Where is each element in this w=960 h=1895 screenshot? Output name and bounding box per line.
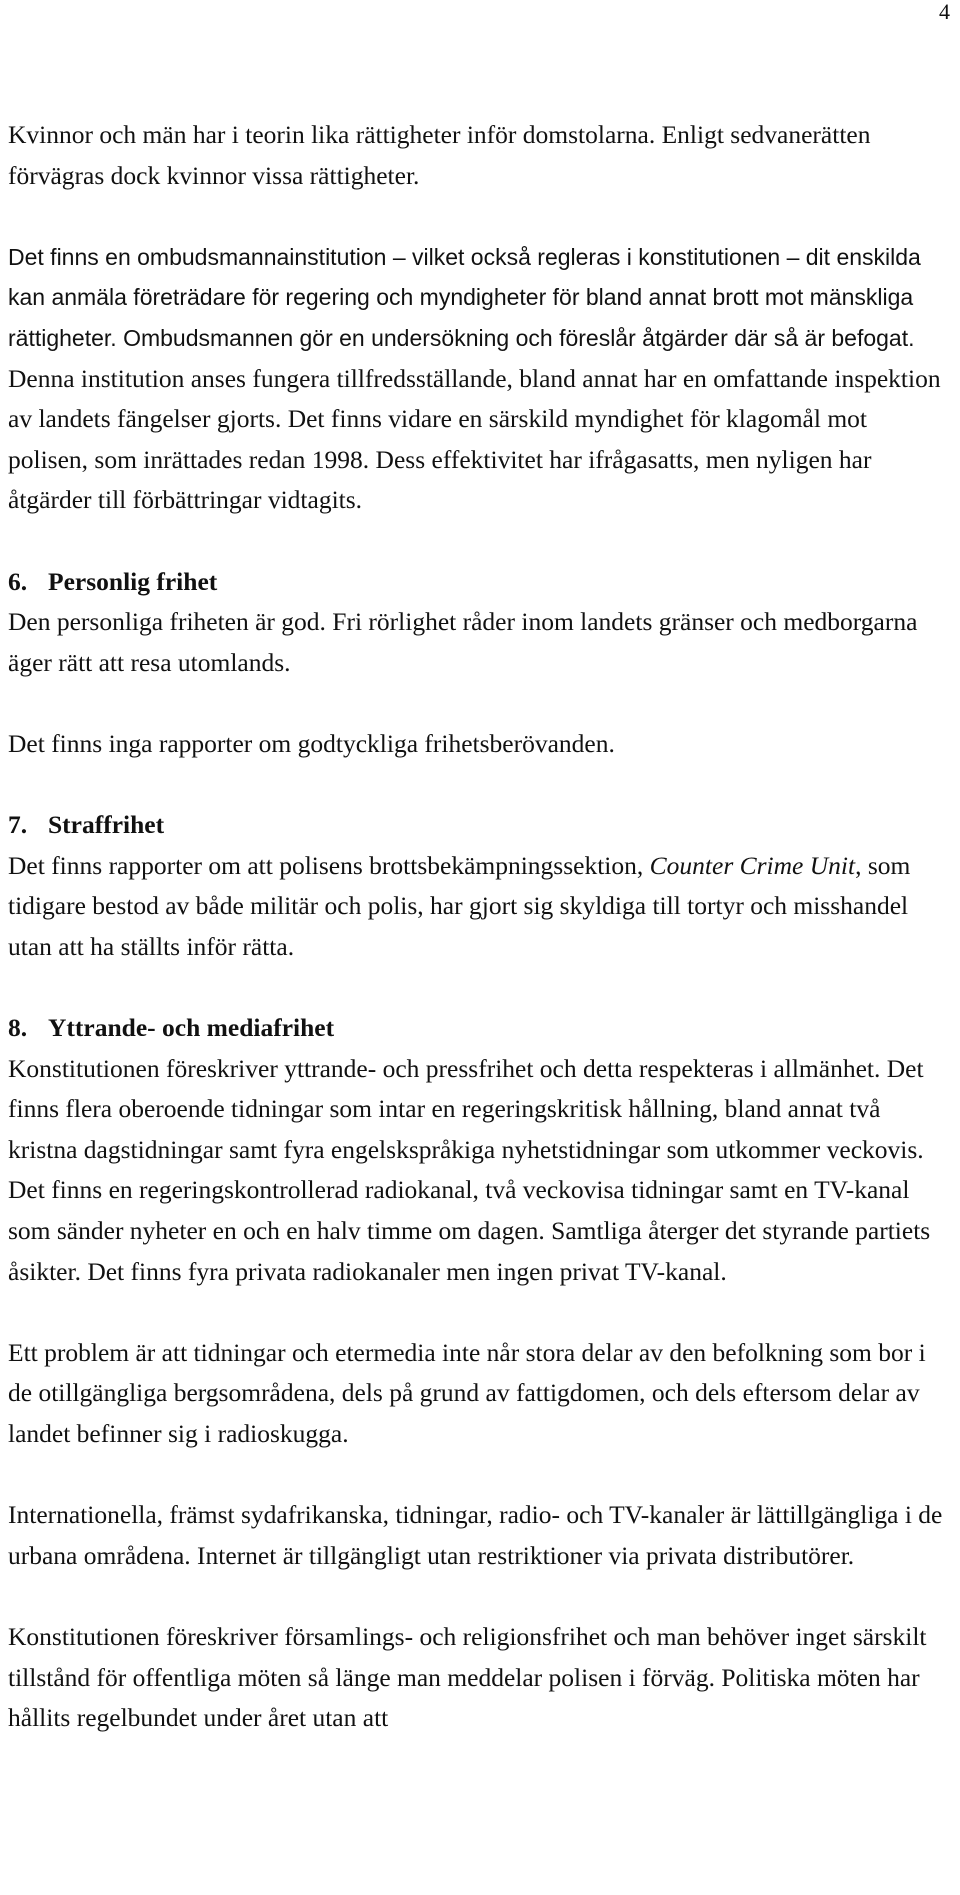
paragraph-gap bbox=[8, 1455, 953, 1496]
impunity-text-end: , som tidigare bestod av både militär och polis, har gjort sig skyldiga till tortyr och misshandel utan att ha ställts inför rätta. bbox=[8, 850, 911, 961]
paragraph-gap bbox=[8, 521, 953, 562]
paragraph-ombudsman bbox=[8, 237, 953, 521]
paragraph-press-freedom: Konstitutionen föreskriver yttrande- och pressfrihet och detta respekteras i allmänhet. Det finns flera oberoende tidningar som intar en regeringskritisk hållning, bland annat två kristna dagstidningar samt fyra engelskspråkiga nyhetstidningar som utkommer veckovis. Det finns en regeringskontrollerad radiokanal, två veckovisa tidningar samt en TV-kanal som sänder nyheter en och en halv timme om dagen. Samtliga återger det styrande partiets åsikter. Det finns fyra privata radiokanaler men ingen privat TV-kanal. bbox=[8, 1053, 931, 1286]
paragraph-personal-freedom: Den personliga friheten är god. Fri rörlighet råder inom landets gränser och medborgarna äger rätt att resa utomlands. bbox=[8, 607, 918, 677]
paragraph-women-rights: Kvinnor och män har i teorin lika rättigheter inför domstolarna. Enligt sedvanerätten förvägras dock kvinnor vissa rättigheter. bbox=[8, 120, 871, 190]
section-heading-7 bbox=[8, 805, 953, 846]
paragraph-detentions: Det finns inga rapporter om godtyckliga frihetsberövanden. bbox=[8, 728, 615, 758]
section-title: Personlig frihet bbox=[48, 566, 218, 596]
section-heading-6 bbox=[8, 562, 953, 603]
paragraph-gap bbox=[8, 683, 953, 724]
section-title: Yttrande- och mediafrihet bbox=[48, 1013, 335, 1043]
paragraph-gap bbox=[8, 765, 953, 806]
paragraph-gap bbox=[8, 1292, 953, 1333]
institution-text: Denna institution anses fungera tillfredsställande, bland annat har en omfattande inspektion av landets fängelser gjorts. Det finns vidare en särskild myndighet för klagomål mot polisen, som inrättades redan 1998. Dess effektivitet har ifrågasatts, men nyligen har åtgärder till förbättringar vidtagits. bbox=[8, 363, 941, 515]
section-title: Straffrihet bbox=[48, 810, 165, 840]
section-number: 7. bbox=[8, 810, 28, 840]
paragraph-impunity bbox=[8, 846, 953, 968]
ombudsman-text: Det finns en ombudsmannainstitution – vilket också regleras i konstitutionen – dit enskilda kan anmäla företrädare för regering och myndigheter för bland annat brott mot mänskliga rättigheter. Ombudsmannen gör en undersökning och föreslår åtgärder där så är befogat. bbox=[8, 243, 921, 351]
unit-name: Counter Crime Unit bbox=[649, 850, 856, 880]
impunity-text-start: Det finns rapporter om att polisens brottsbekämpningssektion, bbox=[8, 850, 650, 880]
paragraph-international-media: Internationella, främst sydafrikanska, tidningar, radio- och TV-kanaler är lättillgängliga i de urbana områdena. Internet är tillgängligt utan restriktioner via privata distributörer. bbox=[8, 1500, 943, 1570]
section-number: 8. bbox=[8, 1013, 28, 1043]
paragraph-gap bbox=[8, 1576, 953, 1617]
page-number: 4 bbox=[939, 0, 950, 24]
paragraph-gap bbox=[8, 967, 953, 1008]
document-body bbox=[8, 115, 953, 1739]
section-heading-8 bbox=[8, 1008, 953, 1049]
paragraph-gap bbox=[8, 196, 953, 237]
section-number: 6. bbox=[8, 566, 28, 596]
paragraph-assembly-freedom: Konstitutionen föreskriver församlings- och religionsfrihet och man behöver inget särskilt tillstånd för offentliga möten så länge man meddelar polisen i förväg. Politiska möten har hållits regelbundet under året utan att bbox=[8, 1621, 927, 1733]
paragraph-media-reach: Ett problem är att tidningar och etermedia inte når stora delar av den befolkning som bor i de otillgängliga bergsområdena, dels på grund av fattigdomen, och dels eftersom delar av landet befinner sig i radioskugga. bbox=[8, 1337, 926, 1448]
